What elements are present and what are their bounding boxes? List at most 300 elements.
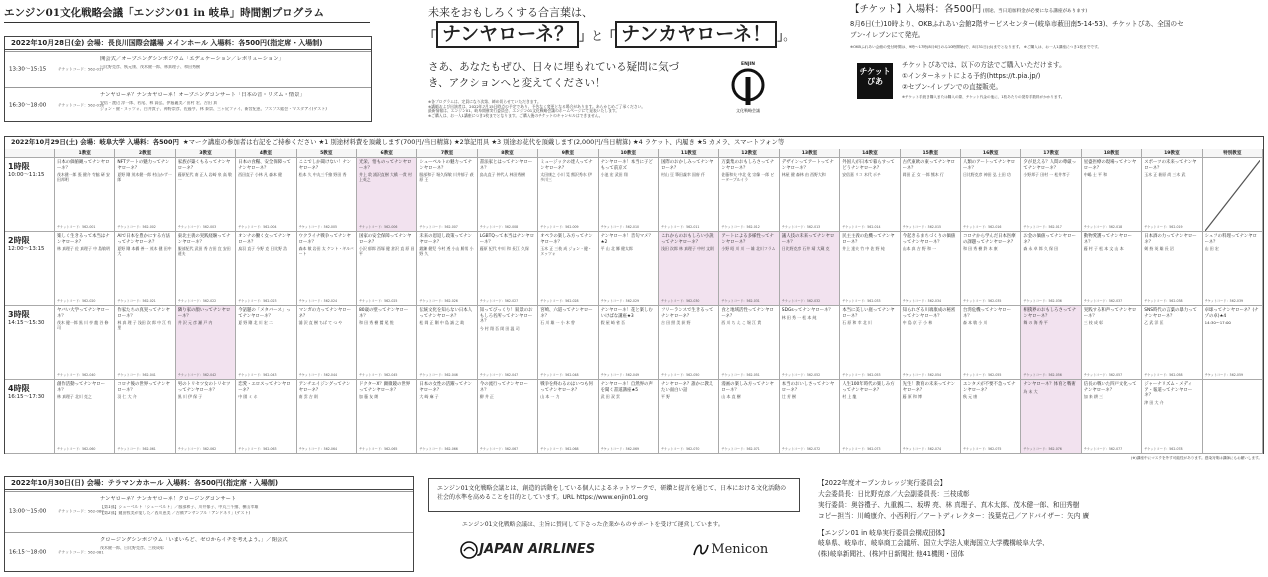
session-speakers: 村 上 龍 <box>842 394 857 399</box>
session-title: シェフの料理ってナンヤローネ？ <box>1204 234 1257 245</box>
session-speakers: 假 屋 崎 省 吾 <box>600 320 625 325</box>
about-text: エンジン01文化戦略会議とは、創造的活動をしている個人によるネットワークで、研鑽と提言を通じて、日本における文化活動の社会的水準を高めることを目的としています。URL https://www.enjin01.org <box>437 485 787 502</box>
empty-slot <box>1203 158 1263 232</box>
session-title: デザインってアートってナンヤローネ？ <box>781 160 834 171</box>
session-card[interactable] <box>1142 306 1202 380</box>
classroom-header: 12教室 <box>719 149 779 158</box>
session-title: お金の価値ってナンヤローネ？ <box>1023 234 1076 245</box>
session-title: 国際のおかしみってナンヤローネ？ <box>661 160 714 171</box>
session-title: 開会式／オープニングシンポジウム「エデュケーション／レボリューション」 <box>100 56 284 62</box>
classroom-header: 3教室 <box>176 149 236 158</box>
ticket-code: チケットコード：562-081 <box>58 549 104 555</box>
ticket-code: チケットコード：562-014 <box>842 225 881 230</box>
classroom-header: 18教室 <box>1082 149 1142 158</box>
tag-suffix: 。 <box>783 29 796 43</box>
session-card[interactable] <box>901 158 961 232</box>
session-card[interactable] <box>1082 306 1142 380</box>
session-card[interactable] <box>236 306 296 380</box>
session-card[interactable] <box>659 232 719 306</box>
session-card[interactable] <box>115 158 175 232</box>
session-speakers: 浦 沢 直 樹 ちば て つ や <box>298 320 343 325</box>
session-title: 議人技の未来ってナンヤローネ？ <box>781 234 835 245</box>
period-number: 3時限 <box>8 310 30 319</box>
session-title: ジャーナリズム・メディア・報道ってナンヤローネ？ <box>1144 382 1193 398</box>
day2-schedule <box>4 136 1264 454</box>
session-card[interactable] <box>659 158 719 232</box>
session-card[interactable] <box>1203 232 1263 306</box>
menicon-wordmark: Menicon <box>711 542 769 558</box>
session-title: 実践する和声ってナンヤローネ？ <box>1083 308 1137 319</box>
ticket-code: チケットコード：562-052 <box>781 373 821 378</box>
session-card[interactable] <box>901 232 961 306</box>
session-card[interactable] <box>115 232 175 306</box>
period-number: 2時限 <box>8 236 30 245</box>
session-card[interactable] <box>599 380 659 454</box>
note-line: ※各プログラムは、定員になり次第、締め切らせていただきます。 <box>428 99 541 104</box>
classroom-header: 10教室 <box>599 149 659 158</box>
session-title: 国家の安全保障ってナンヤローネ？ <box>359 234 412 245</box>
session-title: 人類のアートってナンヤローネ？ <box>963 160 1016 171</box>
session-speakers: 太田康之 小川 晃 熊沢秀水 伊多川三 <box>540 172 592 182</box>
tag-nanyarone: ナンヤローネ？ <box>436 21 579 48</box>
session-title: 本当のおいしさってナンヤローネ？ <box>781 382 835 393</box>
session-title: 東北主義の実践経験ってナンヤローネ？ <box>177 234 231 245</box>
slot-time: 16:30〜18:00 <box>9 102 47 109</box>
session-speakers: 安倍嘉 リコ 木代 ポチ <box>842 172 881 177</box>
period-time: 10:00〜11:15 <box>8 171 45 178</box>
sponsor-jal <box>460 541 595 559</box>
session-title: 楽しく生きるって本当はナンヤローネ？ <box>57 234 110 245</box>
session-speakers: 日比野克彦、秋元康、茂木健一郎、林真理子、和田秀樹 <box>100 65 200 70</box>
session-title: スポーツの未来ってナンヤローネ？ <box>1144 160 1197 171</box>
session-speakers: 井上 敦 浦沢直樹 大橋 一貴 村上英之 <box>359 172 412 182</box>
ticket-pia-logo <box>857 63 893 99</box>
session-speakers: 石 原 和 幸 北 川 <box>842 320 872 325</box>
session-speakers: 武 田 双 雲 <box>600 394 620 399</box>
session-title: ミュージックの達人ってナンヤローネ？ <box>540 160 593 171</box>
session-card[interactable] <box>236 232 296 306</box>
session-speakers: 安倍・渡辺 淳一郎、若尾、林 高弘、伊藤麗美／田村 宏、吉田 真 <box>100 101 218 106</box>
logo-mark-icon <box>728 67 768 107</box>
ticket-code: チケットコード：562-013 <box>781 225 821 230</box>
ticket-code: チケットコード：562-051 <box>721 373 760 378</box>
session-speakers-2: 【第2部】鍵田牧美が愛した／西川恵美 ／吉備アンサンブル「アンドネリ」(ゲスト) <box>100 511 251 516</box>
session-title: ナンヤローネ？ナンカヤローネ！オープニングコンサート「日本の音・リズム・情景」 <box>100 92 305 98</box>
session-title: ウクライナ戦争ってナンヤローネ？ <box>298 234 351 245</box>
session-title: 本当に美しい庭ってナンヤローネ？ <box>842 308 895 319</box>
session-card[interactable] <box>1021 306 1081 380</box>
session-card[interactable] <box>357 306 417 380</box>
period-time: 12:00〜13:15 <box>8 245 45 252</box>
session-card[interactable] <box>538 158 598 232</box>
ticket-code: チケットコード：562-011 <box>661 225 700 230</box>
session-title: 創作活動ってナンヤローネ？ <box>57 382 106 393</box>
session-speakers: 森 永 卓 郎 久 保 田 <box>1023 246 1059 251</box>
session-card[interactable] <box>840 380 900 454</box>
session-title: 万葉集のおもしろさってナンヤローネ？ <box>721 160 775 171</box>
tag-nankayarone: ナンカヤローネ！ <box>615 21 777 48</box>
day3-header: 2022年10月30日(日) 会場：テラマンカホール 入場料：各500円(指定席・入場制) <box>5 477 413 490</box>
session-card[interactable] <box>55 306 115 380</box>
session-card[interactable] <box>719 380 779 454</box>
ticket-code: チケットコード：562-035 <box>963 299 1002 304</box>
session-speakers: 14:30〜17:00 <box>1204 320 1231 325</box>
session-title: SDGsってナンヤローネ？ <box>781 308 833 313</box>
session-card[interactable] <box>176 158 236 232</box>
ticket-code: チケットコード：562-038 <box>1144 299 1183 304</box>
jal-crane-icon <box>460 541 478 559</box>
session-speakers: 南 雲 吉 則 <box>298 394 318 399</box>
session-card[interactable] <box>599 306 659 380</box>
pia-method-1: ①インターネットによる予約(https://t.pia.jp/) <box>902 71 1041 80</box>
session-card[interactable] <box>297 380 357 454</box>
session-card[interactable] <box>478 232 538 306</box>
session-title: 日本の価値観ってナンヤローネ？ <box>57 160 110 171</box>
session-speakers: 森本 敏 岩田 太 ケント・ギルバート <box>298 246 354 256</box>
session-card[interactable] <box>1203 306 1263 380</box>
session-speakers: 松 岡 正 剛 中 島 誠 之 助 <box>419 320 465 325</box>
session-card[interactable] <box>780 306 840 380</box>
session-card[interactable] <box>1142 232 1202 306</box>
session-card[interactable] <box>538 232 598 306</box>
pia-logo-text: チケットぴあ <box>859 67 891 86</box>
period-label <box>5 380 55 454</box>
session-title: 信長の戦いた四戸文化ってナンヤローネ？ <box>1083 382 1137 393</box>
ticket-code: チケットコード：562-020 <box>57 299 96 304</box>
session-title: 古代東欧の東ってナンヤローネ？ <box>902 160 956 171</box>
session-card[interactable] <box>357 380 417 454</box>
session-title: 食と地域活性ってナンヤローネ？ <box>721 308 774 319</box>
session-speakers: 小沢 郁郎 西塚 健 倉沢 直 原 昌平 <box>359 246 415 256</box>
session-speakers: 羽 仁 大 介 <box>117 394 137 399</box>
ticket-code: チケットコード：562-042 <box>177 373 217 378</box>
session-speakers: 中嶋 士 平 和 <box>1083 172 1107 177</box>
classroom-header: 16教室 <box>961 149 1021 158</box>
session-title: NFTアートの魅力ってナンヤローネ？ <box>117 160 170 171</box>
sponsor-line: エンジン01文化戦略会議は、主旨に賛同して下さった企業からのサポートを受けて運営しています。 <box>462 522 724 528</box>
committee-line-2: (株)岐阜新聞社、(株)中日新聞社 他41機関・団体 <box>818 550 965 559</box>
classroom-header: 14教室 <box>840 149 900 158</box>
headline-body: さあ、あなたもぜひ、日々に埋もれている疑問に気づき、アクションへと変えてください！ <box>428 61 680 90</box>
ticket-code: チケットコード：562-066 <box>419 447 458 452</box>
session-card[interactable] <box>599 158 659 232</box>
session-speakers: 加 来 耕 三 <box>1083 394 1104 399</box>
session-speakers: 玉木 正 三枝 成 ジョン・健・ヌッツォ <box>540 246 592 256</box>
day2-header: 2022年10月29日(土) 会場：岐阜大学 入場料：各500円 <box>11 138 179 146</box>
session-title: 知ってびっくり！叙景のおもしろ名所ってナンヤローネ？ <box>479 308 533 324</box>
ticket-code: チケットコード：562-018 <box>1083 225 1123 230</box>
jal-wordmark: JAPAN AIRLINES <box>479 542 596 558</box>
session-speakers: 林 真理子 佐 真理子 中 島敏明 <box>57 246 110 251</box>
grid-corner <box>5 149 55 158</box>
session-card[interactable] <box>538 306 598 380</box>
session-speakers-2: ジョン・健・ヌッツォ、白井貴子、神野崇彦、佐藤亨、林 泰崇、三ヶ尻ファイ、新宮紀恵、プスプス総会・マスダアイ(ゲスト) <box>100 107 327 112</box>
sponsor-menicon <box>692 541 768 559</box>
session-card[interactable] <box>417 380 477 454</box>
ticket-code: チケットコード：562-027 <box>479 299 519 304</box>
session-card[interactable] <box>840 232 900 306</box>
session-title: 今起きるまちづくりの価値ってナンヤローネ？ <box>902 234 956 245</box>
session-title: 80歳の壁ってナンヤローネ？ <box>359 308 409 319</box>
session-speakers: 小池 宏 武田 翔 <box>600 172 628 177</box>
session-title: ナンヤローネ！音句マメ？★2 <box>600 234 653 245</box>
session-title: コロナ後の世界ってナンヤローネ？ <box>117 382 170 393</box>
session-speakers: 中 園 ミ ホ <box>238 394 258 399</box>
session-card[interactable] <box>478 306 538 380</box>
session-card[interactable] <box>961 232 1021 306</box>
ticket-code: チケットコード：562-001 <box>57 225 96 230</box>
session-card[interactable] <box>176 380 236 454</box>
ticket-code: チケットコード：562-012 <box>721 225 760 230</box>
session-card[interactable] <box>357 158 417 232</box>
session-card[interactable] <box>719 306 779 380</box>
session-card[interactable] <box>659 380 719 454</box>
session-speakers: 茂木健一郎、日比野克彦、三枝成彰 <box>100 546 164 551</box>
ticket-code: チケットコード：562-048 <box>540 373 579 378</box>
session-card[interactable] <box>115 306 175 380</box>
session-title: 今話題の「メタバース」ってナンヤローネ？ <box>238 308 291 319</box>
ticket-code: チケットコード：562-064 <box>298 447 337 452</box>
session-card[interactable] <box>478 380 538 454</box>
session-title: 光栄、悟ものってナンヤローネ？ <box>359 160 412 171</box>
page-title: エンジン01文化戦略会議「エンジン01 in 岐阜」時間割プログラム <box>4 7 325 19</box>
session-speakers: 柳 井 正 <box>479 394 494 399</box>
committee-line: コピー担当：川崎康介、小西利行／アートディレクター：浅葉克己／アドバイザー：矢内 廣 <box>818 511 1090 520</box>
session-speakers: 夏 野 剛 北 川 宏 二 <box>238 320 273 325</box>
ticket-code: チケットコード：562-069 <box>600 447 639 452</box>
slot-time: 16:15〜18:00 <box>9 549 47 556</box>
session-card[interactable] <box>719 232 779 306</box>
session-speakers: 乙 武 洋 匡 <box>1144 320 1164 325</box>
session-speakers: 平 野 <box>661 394 671 399</box>
session-speakers: 林 田 秀 一 松 本 純 <box>781 314 817 320</box>
session-title: 宮崎、六道ってナンヤローネ？ <box>540 308 593 319</box>
session-speakers: 藤 村 子 松 本 文 山 本 <box>1083 246 1124 251</box>
period-time: 14:15〜15:30 <box>8 319 45 326</box>
session-speakers: 井 沢 元 彦 瀬 戸 内 <box>177 320 213 325</box>
session-card[interactable] <box>417 306 477 380</box>
classroom-header: 6教室 <box>357 149 417 158</box>
session-title: 家族が築くもるってナンヤローネ？ <box>177 160 231 171</box>
period-label <box>5 158 55 232</box>
session-card[interactable] <box>417 232 477 306</box>
day1-slot-2 <box>5 87 371 123</box>
ticket-code: チケットコード：562-045 <box>359 373 398 378</box>
session-speakers: 黒 川 伊 保 子 <box>177 394 203 399</box>
day1-schedule <box>4 36 372 122</box>
session-card[interactable] <box>1021 158 1081 232</box>
ticket-title-note: (別途、当日追加料金が必要になる講座があります) <box>982 9 1088 14</box>
session-speakers: 舞 の 海 秀 平 <box>1023 320 1048 325</box>
ticket-code: チケットコード：562-034 <box>902 299 941 304</box>
classroom-header: 11教室 <box>659 149 719 158</box>
session-card[interactable] <box>780 158 840 232</box>
session-speakers: 剣 持 英 雄 長 沼 <box>1144 246 1174 251</box>
classroom-header: 1教室 <box>55 149 115 158</box>
session-card[interactable] <box>55 232 115 306</box>
session-speakers: 秋 元 康 <box>963 394 978 399</box>
session-title: クロージングシンポジウム「いまいちど、ゼロからイチを考えよう。」／閉会式 <box>100 537 288 543</box>
session-title: 動物愛護ってナンヤローネ？ <box>1083 234 1132 245</box>
ticket-code: チケットコード：562-047 <box>479 373 519 378</box>
session-card[interactable] <box>297 158 357 232</box>
classroom-header: 9教室 <box>538 149 598 158</box>
period-number: 4時限 <box>8 384 30 393</box>
session-speakers: 村山 豆 筆田義幸 国府 仟 <box>661 172 705 177</box>
session-speakers: 茂木 健一郎 黒 川 亭 龍 谷 修 司 <box>57 320 109 330</box>
session-card[interactable] <box>901 380 961 454</box>
ticket-code: チケットコード：562-061 <box>117 447 156 452</box>
session-title: フリーランスで生きるってナンヤローネ？ <box>661 308 714 319</box>
session-card[interactable] <box>840 158 900 232</box>
ticket-title: 【チケット】入場料：各500円 <box>850 4 982 15</box>
ticket-code: チケットコード：562-050 <box>661 373 700 378</box>
ticket-info <box>850 4 1264 50</box>
session-card[interactable] <box>840 306 900 380</box>
ticket-code: チケットコード：562-017 <box>1023 225 1062 230</box>
timetable-grid <box>5 149 1263 453</box>
session-title: 民主主義の危機ってナンヤローネ？ <box>842 234 895 245</box>
slot-time: 13:30〜15:15 <box>9 66 47 73</box>
ticket-code: チケットコード：562-068 <box>540 447 579 452</box>
session-speakers: 日比野克彦 石井 靖 大蔵 克 <box>781 246 830 251</box>
session-speakers: 中 島 京 子 小 林 <box>902 320 933 325</box>
classroom-header: 5教室 <box>297 149 357 158</box>
ticket-code: チケットコード：562-076 <box>1023 447 1062 452</box>
ticket-code: チケットコード：562-004 <box>238 225 277 230</box>
session-card[interactable] <box>1082 158 1142 232</box>
session-card[interactable] <box>901 306 961 380</box>
ticket-code: チケットコード：562-026 <box>419 299 458 304</box>
session-title: マンガの力ってナンヤローネ？ <box>298 308 352 319</box>
session-title: 卓球ってナンヤローネ？(ナゾの卓)★4 <box>1204 308 1259 319</box>
ticket-code: チケットコード：562-017 <box>58 66 104 72</box>
ticket-code: チケットコード：562-077 <box>1083 447 1123 452</box>
session-title: 星盛医療の現場ってナンヤローネ？ <box>1083 160 1137 171</box>
note-line: ※講師および出演者は、2022年7月15日時点の予定であり、予告なく変更となる場合があります。あらかじめご了承ください。 <box>428 103 646 109</box>
ticket-code: チケットコード：562-056 <box>1023 373 1062 378</box>
ticket-code: チケットコード：562-062 <box>177 447 217 452</box>
session-speakers: 森 本 敏 小 川 <box>963 320 988 325</box>
session-card[interactable] <box>176 232 236 306</box>
ticket-code: チケットコード：562-075 <box>963 447 1002 452</box>
pia-methods <box>902 60 1262 99</box>
about-box <box>428 478 800 512</box>
ticket-code: チケットコード：562-022 <box>177 299 217 304</box>
session-title: アンチエイジングってナンヤローネ？ <box>298 382 351 393</box>
session-speakers: 今 村 翔 吾 岡 田 温 司 <box>479 325 520 331</box>
session-speakers: 石 川 雄 一 小 木 曽 <box>540 320 575 325</box>
session-speakers: 加 藤 友 朗 <box>359 394 379 399</box>
day1-slot-1 <box>5 51 371 87</box>
session-card[interactable] <box>1082 380 1142 454</box>
session-card[interactable] <box>659 306 719 380</box>
session-card[interactable] <box>961 158 1021 232</box>
session-card[interactable] <box>961 306 1021 380</box>
session-speakers: 服部紀代 武田 秀 吉田 宜 安田 道夫 <box>177 246 231 256</box>
ticket-code: チケットコード：562-078 <box>1144 447 1183 452</box>
ticket-code: チケットコード：562-031 <box>721 299 760 304</box>
session-speakers: 日比野克彦 神田 弘 土田 功 <box>963 172 1011 177</box>
session-speakers: 藤 原 和 博 <box>902 394 922 399</box>
session-speakers: 鳥羽 直子 今野 克 日比野 浩 <box>238 246 288 251</box>
ticket-code: チケットコード：562-074 <box>902 447 941 452</box>
ticket-code: チケットコード：562-073 <box>842 447 881 452</box>
ticket-code: チケットコード：562-002 <box>117 225 156 230</box>
session-card[interactable] <box>780 380 840 454</box>
ticket-code: チケットコード：562-015 <box>902 225 941 230</box>
session-speakers: 玉木 正 萩原 尚 三木 武 <box>1144 172 1186 177</box>
session-title: 今の流行ってナンヤローネ？ <box>479 382 528 393</box>
session-card[interactable] <box>719 158 779 232</box>
session-speakers: 服部和子 堀久保敏 川井郁子 萩原 王 <box>419 172 474 182</box>
session-card[interactable] <box>1082 232 1142 306</box>
session-card[interactable] <box>55 380 115 454</box>
classroom-header: 19教室 <box>1142 149 1202 158</box>
session-speakers: 岡田 正 女 一郎 熊木 行 <box>902 172 944 177</box>
enjin01-logo <box>718 62 778 120</box>
classroom-header: 特別教室 <box>1203 149 1263 158</box>
session-title: 日本酒の力ってナンヤローネ？ <box>1144 234 1197 245</box>
session-card[interactable] <box>55 158 115 232</box>
session-card[interactable] <box>115 380 175 454</box>
ticket-code: チケットコード：562-065 <box>359 447 398 452</box>
session-title: 知られざる川端康成の秘密ってナンヤローネ？ <box>902 308 956 319</box>
ticket-code: チケットコード：562-024 <box>298 299 337 304</box>
session-card[interactable] <box>1142 158 1202 232</box>
session-card[interactable] <box>961 380 1021 454</box>
session-card[interactable] <box>176 306 236 380</box>
session-card[interactable] <box>780 232 840 306</box>
ticket-code: チケットコード：562-028 <box>540 299 579 304</box>
ticket-code: チケットコード：562-049 <box>600 373 639 378</box>
ticket-code: チケットコード：562-060 <box>57 447 96 452</box>
session-speakers: 吉 田 照 美 荻 野 <box>661 320 691 325</box>
period-number: 1時限 <box>8 162 30 171</box>
session-card[interactable] <box>236 158 296 232</box>
session-card[interactable] <box>236 380 296 454</box>
committee-title-2: 【エンジン01 in 岐阜実行委員会構成団体】 <box>818 528 949 537</box>
ticket-code: チケットコード：562-043 <box>238 373 277 378</box>
ticket-body: 8月6日(土)10時より、OKBふれあい会館2階サービスセンター(岐阜市薮田南5-14-53)、チケットぴあ、全国のセブン-イレブンにて発売。 <box>850 20 1184 39</box>
menicon-swirl-icon <box>692 541 710 559</box>
slot-time: 13:00〜15:00 <box>9 508 47 515</box>
session-card[interactable] <box>297 306 357 380</box>
session-card[interactable] <box>417 158 477 232</box>
ticket-code: チケットコード：562-080 <box>58 508 104 514</box>
session-card[interactable] <box>1142 380 1202 454</box>
session-card[interactable] <box>1021 380 1081 454</box>
session-card[interactable] <box>538 380 598 454</box>
ticket-code: チケットコード：562-019 <box>1144 225 1183 230</box>
session-card[interactable] <box>297 232 357 306</box>
session-card[interactable] <box>599 232 659 306</box>
session-card[interactable] <box>357 232 417 306</box>
session-card[interactable] <box>478 158 538 232</box>
session-card[interactable] <box>1021 232 1081 306</box>
session-title: 先生！教育の未来ってナンヤローネ？ <box>902 382 956 393</box>
classroom-header: 13教室 <box>780 149 840 158</box>
ticket-code: チケットコード：562-009 <box>540 225 579 230</box>
session-title: LGBTQって本当はナンヤローネ？ <box>479 234 535 245</box>
committee-line-2: 岐阜県、岐阜市、岐阜商工会議所、国立大学法人東海国立大学機構岐阜大学、 <box>818 539 1049 548</box>
session-title: 漫画の楽しみ方ってナンヤローネ？ <box>721 382 774 393</box>
session-title: ヤバい大学ってナンヤローネ？ <box>57 308 110 319</box>
session-title: 人生100年時代の楽しみ方ってナンヤローネ？ <box>842 382 895 393</box>
session-title: SNS時代の言葉の暴力ってナンヤローネ？ <box>1144 308 1197 319</box>
classroom-header: 8教室 <box>478 149 538 158</box>
ticket-code: チケットコード：562-058 <box>1144 373 1183 378</box>
